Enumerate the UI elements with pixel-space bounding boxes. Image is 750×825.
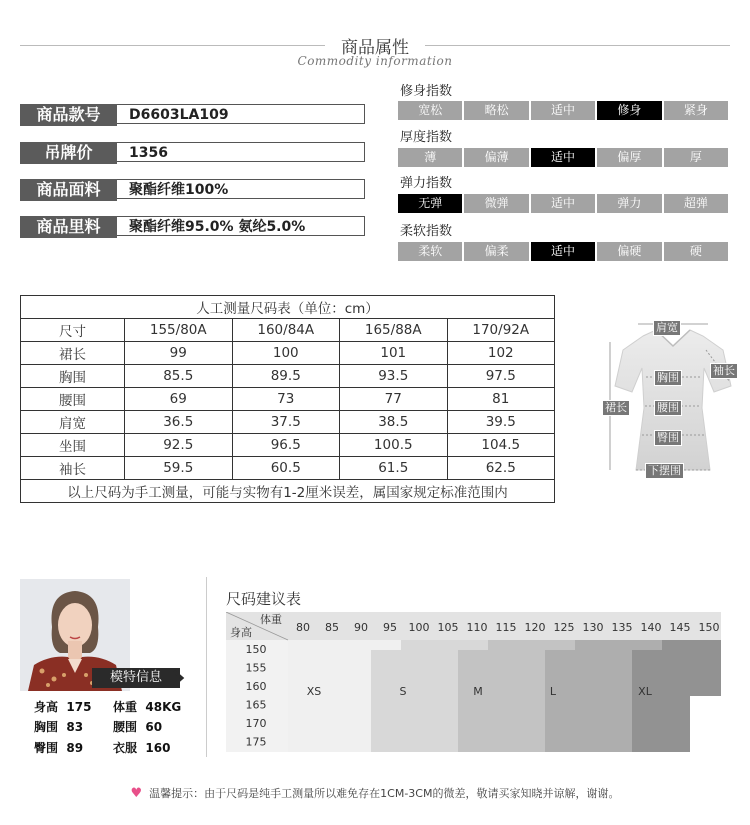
table-cell: 59.5 [125,457,233,480]
index-option: 超弹 [664,194,728,213]
table-cell: 39.5 [447,411,555,434]
table-cell: 93.5 [340,365,448,388]
divider [206,577,207,757]
table-cell: 38.5 [340,411,448,434]
stat-value: 83 [66,720,84,734]
weight-tick-label: 145 [669,621,691,634]
stat-value: 60 [145,720,163,734]
section-title: 商品属性 [341,38,409,58]
info-row-lining [20,216,365,238]
arrow-right-icon [170,668,186,688]
stat-label: 体重 [113,700,138,714]
thickness-index-title: 厚度指数 [400,130,453,145]
stat-value: 175 [66,700,92,714]
weight-tick-label: 125 [553,621,575,634]
stat-value: 160 [145,741,171,755]
index-option: 偏厚 [597,148,661,167]
table-cell: 101 [340,342,448,365]
table-cell: 肩宽 [21,411,125,434]
table-header-row [21,319,555,342]
model-hip [34,739,83,756]
index-option: 适中 [531,101,595,120]
heart-icon: ♥ [130,786,143,801]
index-option: 微弹 [464,194,528,213]
table-cell: 69 [125,388,233,411]
weight-tick-label: 130 [582,621,604,634]
table-cell: 99 [125,342,233,365]
elasticity-index-bar [398,194,728,213]
index-option: 适中 [531,242,595,261]
info-label: 商品款号 [20,104,117,126]
table-cell: 77 [340,388,448,411]
weight-tick-label: 150 [698,621,720,634]
model-height [34,698,91,715]
model-chest [34,718,83,735]
weight-tick-label: 100 [408,621,430,634]
table-cell: 97.5 [447,365,555,388]
table-cell: 102 [447,342,555,365]
index-option: 厚 [664,148,728,167]
stat-label: 衣服 [113,741,138,755]
table-row [21,342,555,365]
size-band-gap [690,696,721,752]
weight-tick-label: 135 [611,621,633,634]
table-cell: 62.5 [447,457,555,480]
table-cell: 37.5 [232,411,340,434]
table-note: 以上尺码为手工测量，可能与实物有1-2厘米误差，属国家规定标准范围内 [21,480,555,503]
table-cell: 89.5 [232,365,340,388]
info-value: D6603LA109 [117,104,365,124]
table-cell: 腰围 [21,388,125,411]
fit-index-title: 修身指数 [400,84,453,99]
size-recommendation-chart [226,612,721,752]
weight-tick-label: 110 [466,621,488,634]
size-band-s [371,640,458,752]
fit-index-bar [398,101,728,120]
corner-weight-label: 体重 [260,613,282,626]
table-row [21,365,555,388]
weight-tick-label: 95 [383,621,397,634]
index-option: 适中 [531,194,595,213]
size-chart-title: 尺码建议表 [226,590,302,608]
thickness-index-bar [398,148,728,167]
index-option: 无弹 [398,194,462,213]
table-cell: 裙长 [21,342,125,365]
index-option: 偏硬 [597,242,661,261]
index-option: 适中 [531,148,595,167]
info-label: 商品里料 [20,216,117,238]
stat-label: 臀围 [34,741,59,755]
weight-tick-label: 140 [640,621,662,634]
size-label: M [473,685,483,698]
table-row [21,411,555,434]
dress-measurement-diagram [598,320,748,485]
table-cell: 袖长 [21,457,125,480]
corner-height-label: 身高 [230,626,252,639]
weight-tick-label: 105 [437,621,459,634]
diagram-label-waist: 腰围 [654,400,682,416]
table-cell: 96.5 [232,434,340,457]
index-option: 薄 [398,148,462,167]
stat-value: 48KG [145,700,182,714]
table-row [21,457,555,480]
diagram-label-length: 裙长 [602,400,630,416]
size-band-step [458,640,488,650]
index-option: 修身 [597,101,661,120]
height-tick-label: 150 [245,643,267,656]
table-cell: 81 [447,388,555,411]
softness-index-bar [398,242,728,261]
size-label: XS [306,685,322,698]
model-weight [113,698,181,715]
size-band-step [371,640,401,650]
footer-tip [0,785,750,801]
table-cell: 36.5 [125,411,233,434]
height-tick-label: 155 [245,661,267,675]
weight-tick-label: 80 [296,621,310,634]
size-label: S [399,685,407,698]
info-row-tag-price [20,142,365,164]
info-row-fabric [20,179,365,201]
index-option: 略松 [464,101,528,120]
weight-tick-label: 90 [354,621,368,634]
table-row [21,434,555,457]
table-cell: 92.5 [125,434,233,457]
size-label: L [549,685,557,698]
height-tick-label: 160 [245,680,267,693]
table-cell: 60.5 [232,457,340,480]
elasticity-index-title: 弹力指数 [400,176,453,191]
info-value: 1356 [117,142,365,162]
size-band-step [632,640,662,650]
index-option: 弹力 [597,194,661,213]
diagram-label-hem: 下摆围 [645,463,684,479]
stat-label: 腰围 [113,720,138,734]
table-header-cell: 170/92A [447,319,555,342]
table-cell: 胸围 [21,365,125,388]
table-cell: 61.5 [340,457,448,480]
index-option: 偏薄 [464,148,528,167]
info-row-style-no [20,104,365,126]
table-cell: 104.5 [447,434,555,457]
table-cell: 100 [232,342,340,365]
model-waist [113,718,162,735]
info-label: 商品面料 [20,179,117,201]
weight-tick-label: 115 [495,621,517,634]
table-title: 人工测量尺码表（单位：cm） [21,296,555,319]
table-title-row [21,296,555,319]
table-header-cell: 165/88A [340,319,448,342]
index-option: 宽松 [398,101,462,120]
stat-label: 胸围 [34,720,59,734]
height-tick-label: 165 [245,698,267,712]
weight-tick-label: 120 [524,621,546,634]
table-cell: 100.5 [340,434,448,457]
table-header-cell: 155/80A [125,319,233,342]
index-option: 硬 [664,242,728,261]
table-cell: 坐围 [21,434,125,457]
size-measurement-table [20,295,555,503]
diagram-label-chest: 胸围 [654,370,682,386]
weight-tick-label: 85 [325,621,339,634]
diagram-label-sleeve: 袖长 [710,363,738,379]
table-note-row [21,480,555,503]
model-info-title: 模特信息 [92,668,180,688]
section-subtitle: Commodity information [297,54,453,68]
index-option: 偏柔 [464,242,528,261]
softness-index-title: 柔软指数 [400,224,453,239]
size-band-step [545,640,575,650]
height-tick-label: 175 [245,735,267,749]
table-cell: 85.5 [125,365,233,388]
table-row [21,388,555,411]
model-size [113,739,170,756]
size-band-m [458,640,545,752]
index-option: 柔软 [398,242,462,261]
diagram-label-hip: 臀围 [654,430,682,446]
stat-label: 身高 [34,700,59,714]
info-label: 吊牌价 [20,142,117,164]
table-header-cell: 160/84A [232,319,340,342]
size-band-l [545,640,632,752]
index-option: 紧身 [664,101,728,120]
info-value: 聚酯纤维100% [117,179,365,199]
height-tick-label: 170 [245,717,267,730]
diagram-label-shoulder: 肩宽 [653,320,681,336]
table-header-cell: 尺寸 [21,319,125,342]
table-cell: 73 [232,388,340,411]
size-label: XL [638,685,652,698]
size-band-xs [288,640,371,752]
tip-text: 温馨提示：由于尺码是纯手工测量所以难免存在1CM-3CM的微差，敬请买家知晓并谅解，谢谢。 [149,787,620,800]
stat-value: 89 [66,741,84,755]
info-value: 聚酯纤维95.0% 氨纶5.0% [117,216,365,236]
